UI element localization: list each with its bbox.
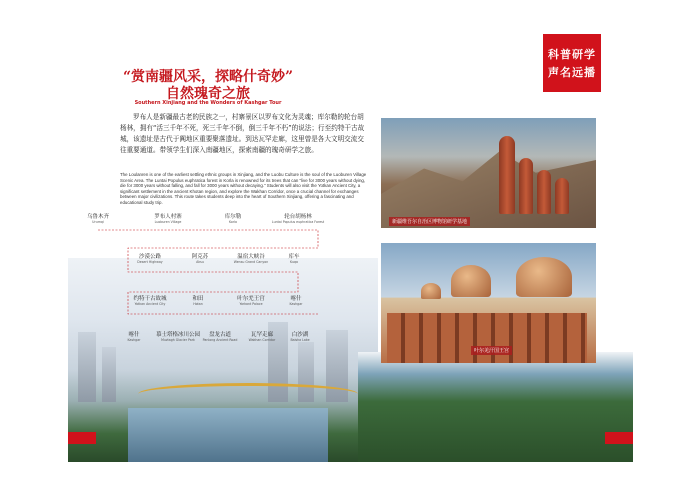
- route-stop-en: Kashgar: [289, 302, 303, 306]
- monument-pillar: [537, 170, 551, 214]
- route-stop-name: 沙漠公路: [138, 254, 161, 260]
- route-stop-name: 乌鲁木齐: [86, 214, 109, 220]
- accent-bar-left: [68, 432, 96, 444]
- monument-pillar: [519, 158, 533, 214]
- page-title-english: Southern Xinjiang and the Wonders of Kashgar Tour: [134, 100, 282, 106]
- park-photo: [358, 352, 633, 462]
- monument-pillar: [499, 136, 515, 214]
- route-stop-name: 盘龙古道: [208, 332, 231, 338]
- route-stop-en: Wakhan Corridor: [248, 338, 276, 342]
- route-stop: [266, 294, 326, 306]
- route-stop-name: 库车: [288, 254, 300, 260]
- accent-bar-right: [605, 432, 633, 444]
- route-map: [68, 208, 378, 358]
- photo-caption: 新疆维吾尔自治区博物馆研学基地: [389, 217, 470, 226]
- monument-photo: [381, 118, 596, 228]
- route-stop-name: 叶尔羌王宫: [237, 296, 265, 302]
- route-stop-name: 约特干古故城: [133, 296, 167, 302]
- page-title: “赏南疆风采，探略什奇妙”: [122, 69, 294, 85]
- bridge: [138, 383, 358, 405]
- route-stop-en: Korla: [228, 220, 238, 224]
- route-stop-name: 喀什: [290, 296, 302, 302]
- brand-badge: [543, 34, 601, 92]
- route-stop-name: 罗布人村寨: [154, 214, 182, 220]
- river: [128, 408, 328, 462]
- palace-photo: [381, 243, 596, 363]
- photo-caption: 叶尔羌汗国王宫: [471, 346, 512, 355]
- route-stop-en: Baisha Lake: [290, 338, 310, 342]
- route-stop-en: Muztagh Glacier Park: [161, 338, 195, 342]
- route-stop-en: Yarkant Palace: [239, 302, 263, 306]
- intro-paragraph-en: The Loulanren is one of the earliest settling ethnic groups in Xinjiang, and the Luobu Culture is the soul of the Luoburen Village Scenic Area. The Luntai Populus euphratica forest in Korla is renowned for its trees that can "live for 3000 years without dying, die for 3000 years without falling, and fall for 3000 years without decaying." Students will also visit the Yotkan Ancient City, a significant settlement in the ancient Khotan region, and explore the Wakhan Corridor, once a crucial channel for exchanges between major civilizations. This route takes students deep into the heart of Southern Xinjiang, offering a fascinating and educational study trip.: [120, 172, 367, 205]
- route-stop-name: 轮台胡杨林: [284, 214, 312, 220]
- route-stop-name: 和田: [192, 296, 204, 302]
- route-stop-en: Urumqi: [92, 220, 104, 224]
- route-stop-en: Kashgar: [127, 338, 141, 342]
- badge-line1: 科普研学: [548, 48, 596, 61]
- route-stop-name: 慕士塔格冰川公园: [155, 332, 200, 338]
- route-stop-name: 阿克苏: [191, 254, 209, 260]
- route-stop: [138, 212, 198, 224]
- route-stop-en: Hotan: [193, 302, 203, 306]
- route-stop: [264, 252, 324, 264]
- route-stop: [68, 212, 128, 224]
- route-stop-name: 瓦罕走廊: [250, 332, 273, 338]
- route-stop: [268, 212, 328, 224]
- route-stop-en: Yotkan Ancient City: [134, 302, 166, 306]
- monument-pillar: [555, 178, 569, 214]
- route-stop: [168, 294, 228, 306]
- route-stop-en: Luoburen Village: [154, 220, 182, 224]
- route-stop-en: Luntai Populus euphratica Forest: [271, 220, 325, 224]
- route-stop-en: Wensu Grand Canyon: [233, 260, 269, 264]
- palace-arches: [387, 313, 587, 363]
- palace-dome: [516, 257, 572, 297]
- route-stop-name: 喀什: [128, 332, 140, 338]
- badge-line2: 声名远播: [548, 66, 596, 79]
- route-stop-en: Kuqa: [290, 260, 298, 264]
- route-stop-name: 库尔勒: [224, 214, 242, 220]
- route-stop-en: Desert Highway: [137, 260, 163, 264]
- palace-dome: [451, 265, 491, 297]
- route-stop-en: Panlong Ancient Road: [202, 338, 238, 342]
- intro-paragraph-cn: 罗布人是新疆最古老的民族之一，村寨景区以罗布文化为灵魂；库尔勒的轮台胡杨林，拥有“活三千年不死，死三千年不倒，倒三千年不朽”的说法；行至约特干古故城，该遗址是古代于阗地区重要聚落遗址。到达瓦罕走廊，这里曾是各大文明交流交往重要通道。带领学生们深入南疆地区，探索南疆的瑰奇研学之旅。: [120, 113, 365, 154]
- route-stop-en: Aksu: [196, 260, 204, 264]
- brochure-page: [68, 30, 633, 462]
- route-stop-name: 白沙湖: [291, 332, 309, 338]
- page-subtitle: 自然瑰奇之旅: [166, 86, 250, 102]
- route-stop: [203, 212, 263, 224]
- route-stop-name: 温宿大峡谷: [237, 254, 265, 260]
- palace-dome: [421, 283, 441, 299]
- route-stop: [270, 330, 330, 342]
